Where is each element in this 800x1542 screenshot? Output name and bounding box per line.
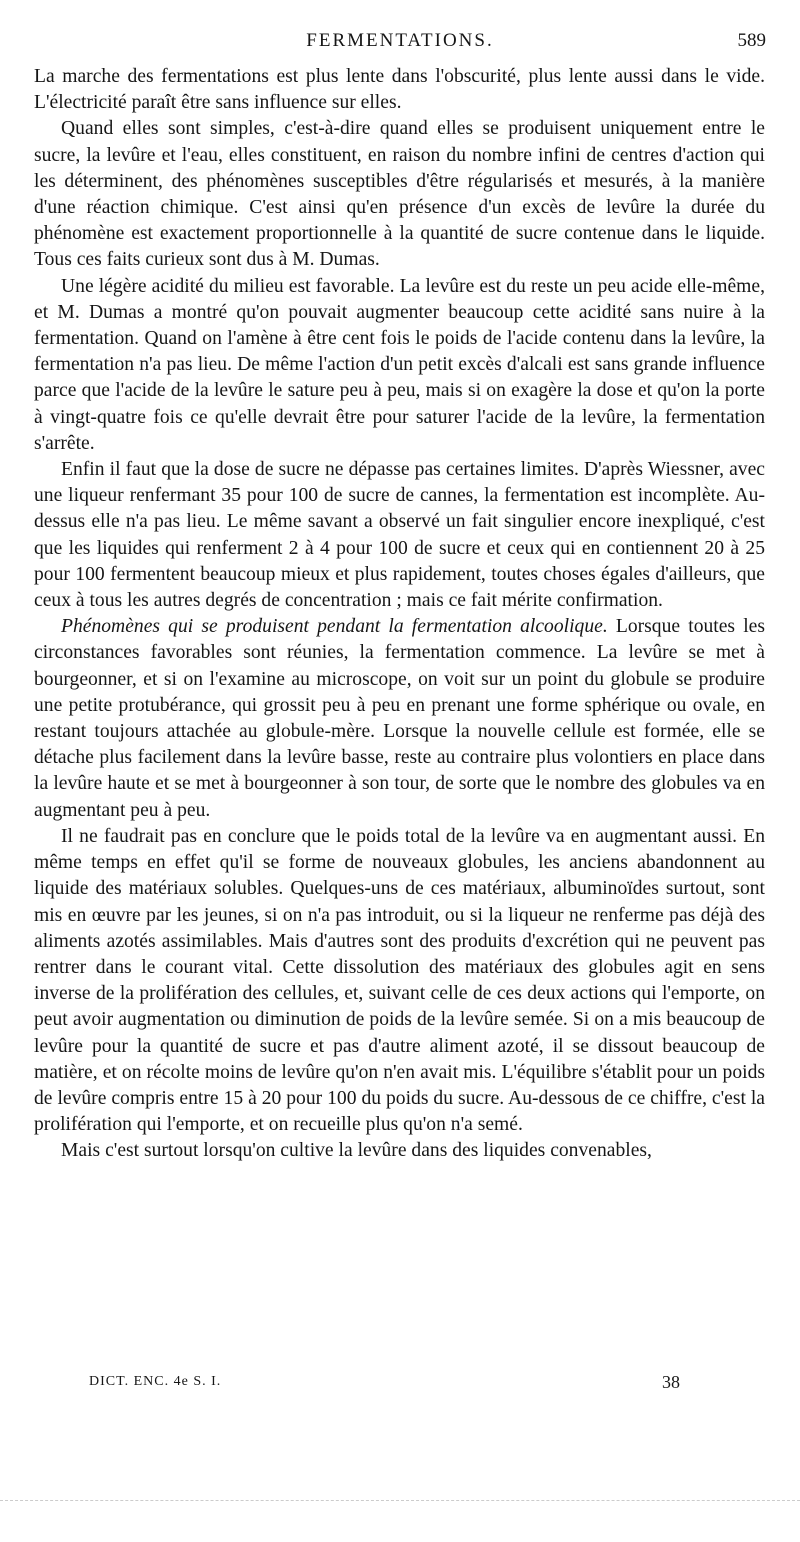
paragraph: Mais c'est surtout lorsqu'on cultive la levûre dans des liquides convenables, — [61, 1140, 652, 1162]
paragraph: La marche des fermentations est plus lente dans l'obscurité, plus lente aussi dans le vide. L'électricité paraît être sans influence sur elles. — [34, 66, 765, 114]
printer-signature: DICT. ENC. 4e S. I. — [89, 1374, 222, 1389]
paragraph: Quand elles sont simples, c'est-à-dire quand elles se produisent uniquement entre le sucre, la levûre et l'eau, elles constituent, en raison du nombre infini de centres d'action qui les déterminent, des phénomènes susceptibles d'être régularisés et mesurés, à la manière d'une réaction chimique. C'est ainsi qu'en présence d'un excès de levûre la durée du phénomène est exactement proportionnelle à la quantité de sucre contenue dans le liquide. Tous ces faits curieux sont dus à M. Dumas. — [34, 118, 765, 271]
paragraph: Il ne faudrait pas en conclure que le poids total de la levûre va en augmentant aussi. En même temps en effet qu'il se forme de nouveaux globules, les anciens abandonnent au liquide des matériaux solubles. Quelques-uns de ces matériaux, albuminoïdes surtout, sont mis en œuvre par les jeunes, si on n'a pas introduit, ou si la liqueur ne renferme pas déjà des aliments azotés assimilables. Mais d'autres sont des produits d'excrétion qui ne peuvent pas rentrer dans le courant vital. Cette dissolution des matériaux des globules agit en sens inverse de la prolifération des cellules, et, suivant celle de ces deux actions qui l'emporte, on peut avoir augmentation ou diminution de poids de la levûre semée. Si on a mis beaucoup de levûre pour la quantité de sucre et pas d'autre aliment azoté, il se dissout beaucoup de matière, et on récolte moins de levûre qu'on n'en avait mis. L'équilibre s'établit pour un poids de levûre compris entre 15 à 20 pour 100 du poids du sucre. Au-dessous de ce chiffre, c'est la prolifération qui l'emporte, et on recueille plus qu'on n'a semé. — [34, 825, 765, 1136]
page-number: 589 — [737, 30, 766, 51]
paragraph: Une légère acidité du milieu est favorable. La levûre est du reste un peu acide elle-même, et M. Dumas a montré qu'on pouvait augmenter beaucoup cette acidité sans nuire à la fermentation. Quand on l'amène à être cent fois le poids de l'acide contenu dans la levûre, la fermentation n'a pas lieu. De même l'action d'un petit excès d'alcali est sans grande influence parce que l'acide de la levûre le sature peu à peu, mais si on exagère la dose et qu'on la porte à vingt-quatre fois ce qu'elle devrait être pour saturer l'acide de la levûre, la fermentation s'arrête. — [34, 275, 765, 454]
page-footer — [34, 1374, 766, 1400]
paragraph — [34, 614, 765, 824]
signature-number: 38 — [662, 1372, 680, 1392]
running-title: FERMENTATIONS. — [306, 30, 494, 51]
paragraph-text: Lorsque toutes les circonstances favorables sont réunies, la fermentation commence. La levûre se met à bourgeonner, et si on l'examine au microscope, on voit sur un point du globule se produire une petite protubérance, qui grossit peu à peu en prenant une forme sphérique ou ovale, en restant toujours attachée au globule-mère. Lorsque la nouvelle cellule est formée, elle se détache plus facilement dans la levûre basse, reste au contraire plus volontiers en place dans la levûre haute et se met à bourgeonner à son tour, de sorte que le nombre des globules va en augmentant peu à peu. — [34, 616, 765, 821]
paragraph: Enfin il faut que la dose de sucre ne dépasse pas certaines limites. D'après Wiessner, avec une liqueur renfermant 35 pour 100 de sucre de cannes, la fermentation est incomplète. Au-dessus elle n'a pas lieu. Le même savant a observé un fait singulier encore inexpliqué, c'est que les liquides qui renferment 2 à 4 pour 100 de sucre et ceux qui en contiennent 20 à 25 pour 100 fermentent beaucoup mieux et plus rapidement, toutes choses égales d'ailleurs, que ceux à tous les autres degrés de concentration ; mais ce fait mérite confirmation. — [34, 459, 765, 612]
body-text — [34, 64, 765, 1165]
scan-edge-line — [0, 1500, 800, 1501]
page-header — [34, 30, 766, 58]
section-heading: Phénomènes qui se produisent pendant la fermentation alcoolique. — [61, 616, 608, 638]
